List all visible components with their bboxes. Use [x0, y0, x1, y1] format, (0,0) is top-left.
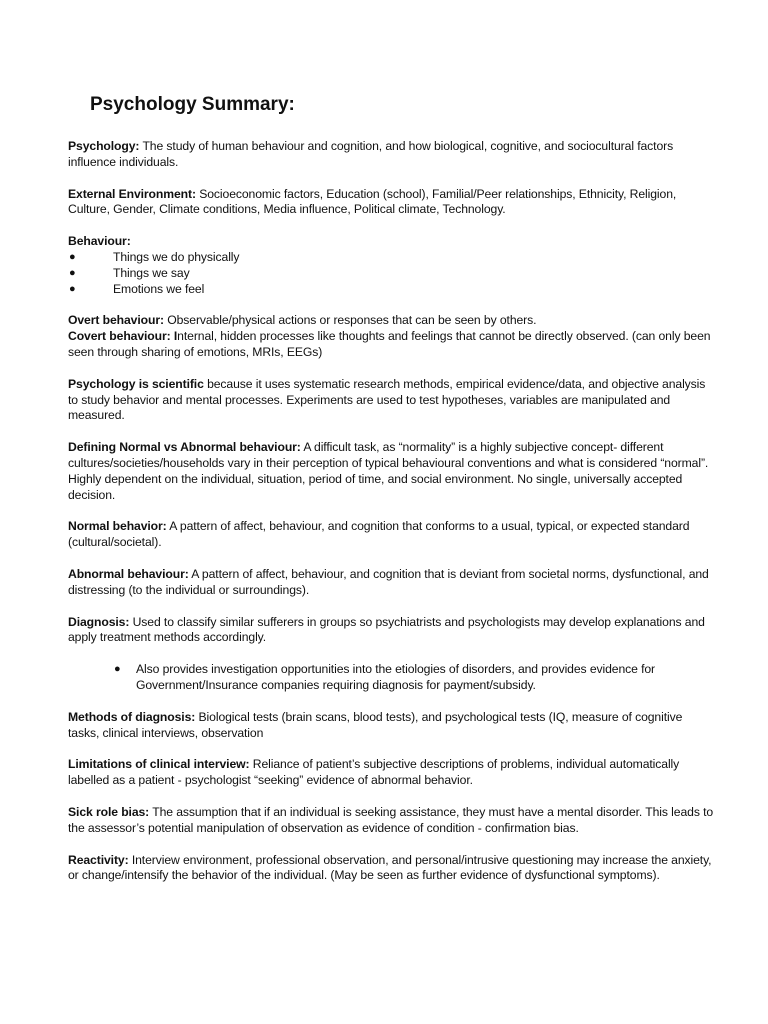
definition-text: A difficult task, as “normality” is a highly subjective concept- different cultures/societies/households vary in their perception of typical behavioural conventions and what is considered “normal”. Highly dependent on the individual, situation, period of time, and social environment. No single, universally accepted decision.	[68, 440, 709, 502]
term-label: Abnormal behaviour:	[68, 566, 189, 581]
definition-overt-behaviour	[68, 313, 714, 329]
definition-text: The study of human behaviour and cognition, and how biological, cognitive, and sociocultural factors influence individuals.	[68, 139, 674, 169]
definition-reactivity	[68, 853, 714, 885]
definition-abnormal-behaviour	[68, 567, 714, 599]
list-item: ● Also provides investigation opportunities into the etiologies of disorders, and provides evidence for Government/Insurance companies requiring diagnosis for payment/subsidy.	[114, 662, 656, 692]
definition-diagnosis	[68, 615, 714, 647]
definition-psychology-scientific	[68, 377, 714, 424]
definition-text: Interview environment, professional observation, and personal/intrusive questioning may increase the anxiety, or change/intensify the behavior of the individual. (May be seen as further evidence of dysfunctional symptoms).	[68, 852, 712, 883]
term-label: Reactivity:	[68, 852, 129, 867]
term-label: Limitations of clinical interview:	[68, 757, 250, 772]
definition-text: The assumption that if an individual is seeking assistance, they must have a mental disorder. This leads to the assessor’s potential manipulation of observation as evidence of condition - confirmation bias.	[68, 804, 714, 835]
list-item: ● Things we say	[69, 265, 190, 280]
term-label: Overt behaviour:	[68, 313, 164, 328]
definition-text: Used to classify similar sufferers in groups so psychiatrists and psychologists may develop explanations and apply treatment methods accordingly.	[68, 614, 705, 645]
definition-text: Socioeconomic factors, Education (school), Familial/Peer relationships, Ethnicity, Religion, Culture, Gender, Climate conditions, Media influence, Political climate, Technology.	[68, 186, 677, 217]
definition-text: Reliance of patient’s subjective descriptions of problems, individual automatically labelled as a patient - psychologist “seeking” evidence of abnormal behavior.	[68, 757, 680, 788]
bullet-icon: ●	[69, 266, 76, 279]
document-body	[68, 139, 714, 884]
definition-text: because it uses systematic research methods, empirical evidence/data, and objective analysis to study behavior and mental processes. Experiments are used to test hypotheses, variables are manipulated and measured.	[68, 376, 706, 423]
definition-text: Biological tests (brain scans, blood tests), and psychological tests (IQ, measure of cognitive tasks, clinical interviews, observation	[68, 709, 683, 740]
definition-text: A pattern of affect, behaviour, and cognition that conforms to a usual, typical, or expected standard (cultural/societal).	[68, 519, 690, 550]
definition-external-environment	[68, 187, 714, 219]
definition-text: A pattern of affect, behaviour, and cognition that is deviant from societal norms, dysfunctional, and distressing (to the individual or surroundings).	[68, 566, 709, 597]
term-label: Behaviour:	[68, 234, 131, 249]
list-item: ● Things we do physically	[69, 249, 240, 264]
definition-methods-of-diagnosis	[68, 710, 714, 742]
term-label: External Environment:	[68, 186, 196, 201]
term-label: Normal behavior:	[68, 519, 167, 534]
list-item: ● Emotions we feel	[69, 281, 205, 296]
definition-normal-behavior	[68, 519, 714, 551]
behaviour-list	[68, 250, 714, 297]
page-title: Psychology Summary:	[90, 94, 295, 115]
definition-text: Observable/physical actions or responses that can be seen by others.	[163, 313, 537, 328]
definition-limitations-clinical-interview	[68, 757, 714, 789]
bullet-icon: ●	[114, 663, 121, 676]
definition-sick-role-bias	[68, 805, 714, 837]
bullet-icon: ●	[69, 250, 76, 263]
term-label: Covert behaviour: I	[68, 329, 178, 344]
bullet-icon: ●	[69, 282, 76, 295]
definition-text: nternal, hidden processes like thoughts and feelings that cannot be directly observed. (can only been seen through sharing of emotions, MRIs, EEGs)	[68, 329, 711, 359]
definition-psychology	[68, 139, 714, 171]
term-label: Defining Normal vs Abnormal behaviour:	[68, 440, 301, 455]
definition-covert-behaviour	[68, 329, 714, 361]
term-label: Psychology is scientific	[68, 376, 204, 391]
term-label: Psychology:	[68, 139, 140, 153]
definition-normal-vs-abnormal	[68, 440, 714, 503]
diagnosis-list	[68, 662, 714, 694]
term-label: Methods of diagnosis:	[68, 709, 196, 724]
definition-behaviour	[68, 234, 714, 250]
term-label: Sick role bias:	[68, 804, 150, 819]
term-label: Diagnosis:	[68, 614, 130, 629]
